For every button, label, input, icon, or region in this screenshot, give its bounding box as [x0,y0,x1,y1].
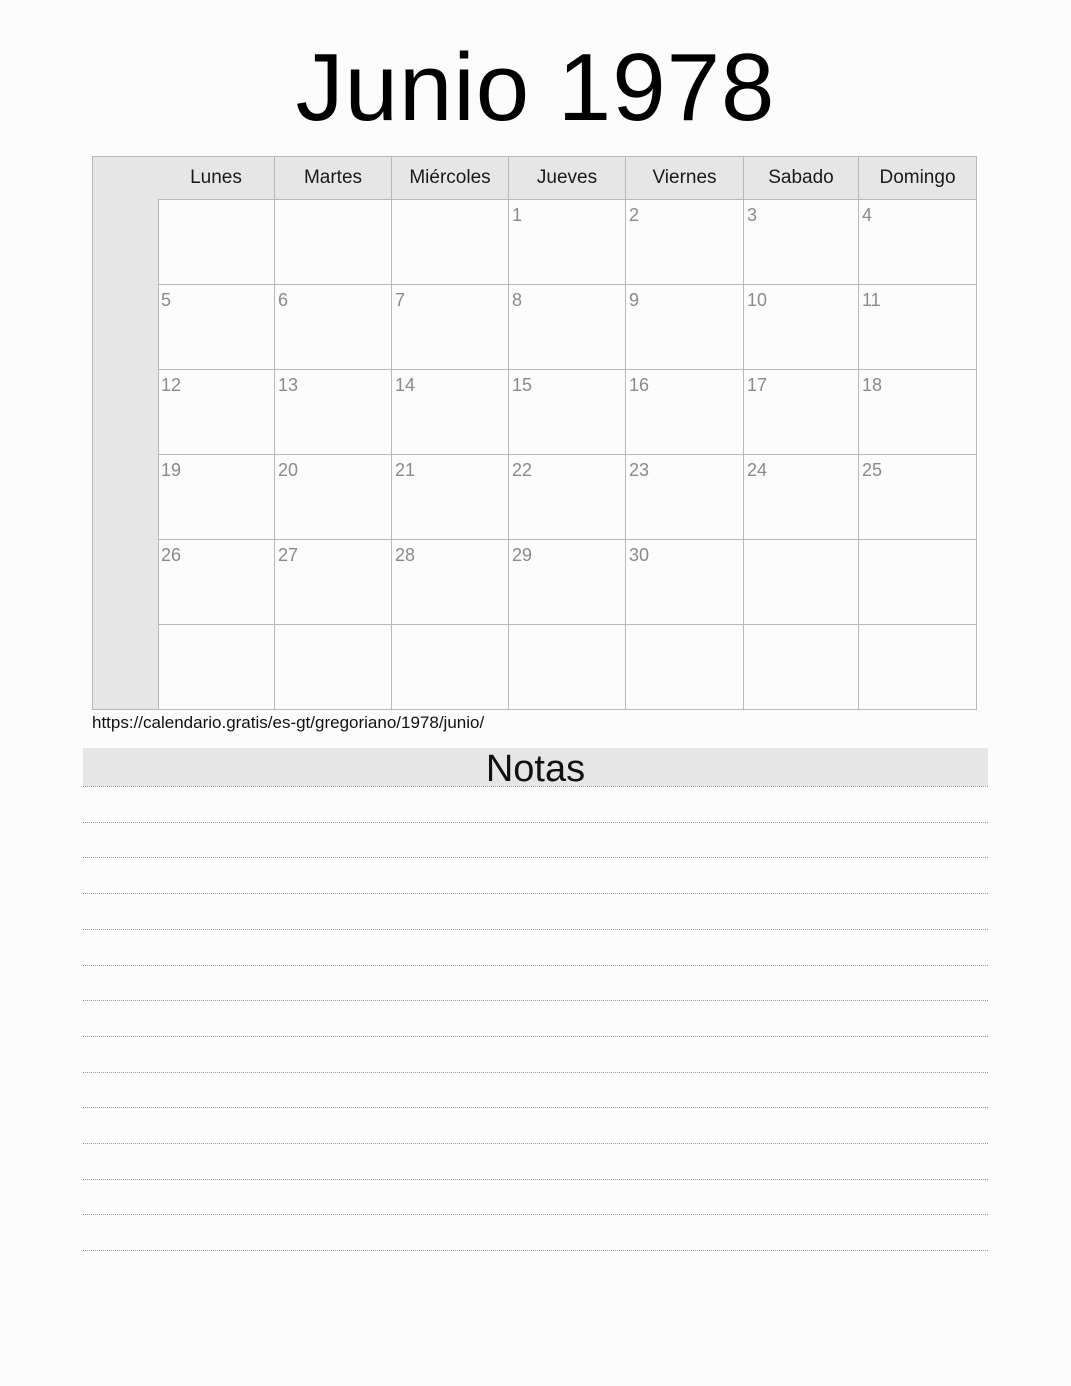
day-number: 7 [395,290,406,310]
calendar-days [158,157,976,709]
day-cell [158,285,275,370]
day-number: 23 [629,460,650,480]
day-number: 25 [862,460,883,480]
note-line [83,1250,988,1251]
note-line [83,786,988,787]
day-cell [275,370,392,455]
day-cell [626,370,744,455]
day-number: 3 [747,205,758,225]
day-cell [859,200,976,285]
day-cell [626,200,744,285]
day-cell [509,370,626,455]
day-cell [392,455,509,540]
weekday-header: Domingo [859,157,976,200]
day-number: 22 [512,460,533,480]
day-cell [392,370,509,455]
note-line [83,1179,988,1180]
note-line [83,1000,988,1001]
day-cell [275,285,392,370]
day-cell [626,625,744,709]
day-cell [509,200,626,285]
day-cell [744,540,859,625]
day-number: 5 [161,290,172,310]
day-cell [158,455,275,540]
day-number: 27 [278,545,299,565]
day-number: 24 [747,460,768,480]
day-cell [509,540,626,625]
day-number: 6 [278,290,289,310]
source-url[interactable]: https://calendario.gratis/es-gt/gregoriano/1978/junio/ [92,713,485,732]
calendar-grid [92,156,977,710]
note-line [83,1143,988,1144]
day-number: 11 [862,290,881,310]
day-cell [859,625,976,709]
day-number: 1 [512,205,523,225]
day-number: 30 [629,545,650,565]
day-number: 28 [395,545,416,565]
day-cell [275,540,392,625]
day-number: 19 [161,460,182,480]
note-line [83,822,988,823]
day-number: 12 [161,375,182,395]
day-cell [626,285,744,370]
weekday-header: Sabado [744,157,859,200]
day-number: 20 [278,460,299,480]
day-cell [744,625,859,709]
note-line [83,965,988,966]
day-cell [392,200,509,285]
day-number: 18 [862,375,883,395]
day-cell [158,625,275,709]
day-number: 10 [747,290,768,310]
note-line [83,1107,988,1108]
day-cell [859,455,976,540]
note-line [83,929,988,930]
day-number: 13 [278,375,299,395]
day-cell [744,455,859,540]
day-number: 17 [747,375,768,395]
day-cell [859,285,976,370]
weekday-header: Miércoles [392,157,509,200]
day-cell [626,540,744,625]
note-line [83,1214,988,1215]
day-cell [744,200,859,285]
note-line [83,1036,988,1037]
day-number: 4 [862,205,873,225]
day-cell [509,285,626,370]
notes-title: Notas [83,748,988,786]
note-line [83,1072,988,1073]
day-number: 29 [512,545,533,565]
day-cell [392,285,509,370]
day-number: 8 [512,290,523,310]
note-line [83,857,988,858]
day-cell [392,625,509,709]
day-cell [509,625,626,709]
week-number-column [93,157,159,709]
day-cell [744,370,859,455]
day-cell [275,455,392,540]
weekday-header: Martes [275,157,392,200]
day-cell [859,540,976,625]
day-cell [158,200,275,285]
day-cell [509,455,626,540]
note-line [83,893,988,894]
day-number: 16 [629,375,650,395]
day-cell [275,625,392,709]
weekday-header: Lunes [158,157,275,200]
day-number: 15 [512,375,533,395]
weekday-header: Viernes [626,157,744,200]
day-number: 21 [395,460,416,480]
page-title: Junio 1978 [295,34,776,141]
day-cell [158,370,275,455]
day-cell [392,540,509,625]
day-number: 26 [161,545,182,565]
day-number: 9 [629,290,640,310]
day-number: 14 [395,375,416,395]
day-cell [275,200,392,285]
day-cell [158,540,275,625]
day-cell [626,455,744,540]
day-number: 2 [629,205,640,225]
day-cell [744,285,859,370]
weekday-header: Jueves [509,157,626,200]
day-cell [859,370,976,455]
